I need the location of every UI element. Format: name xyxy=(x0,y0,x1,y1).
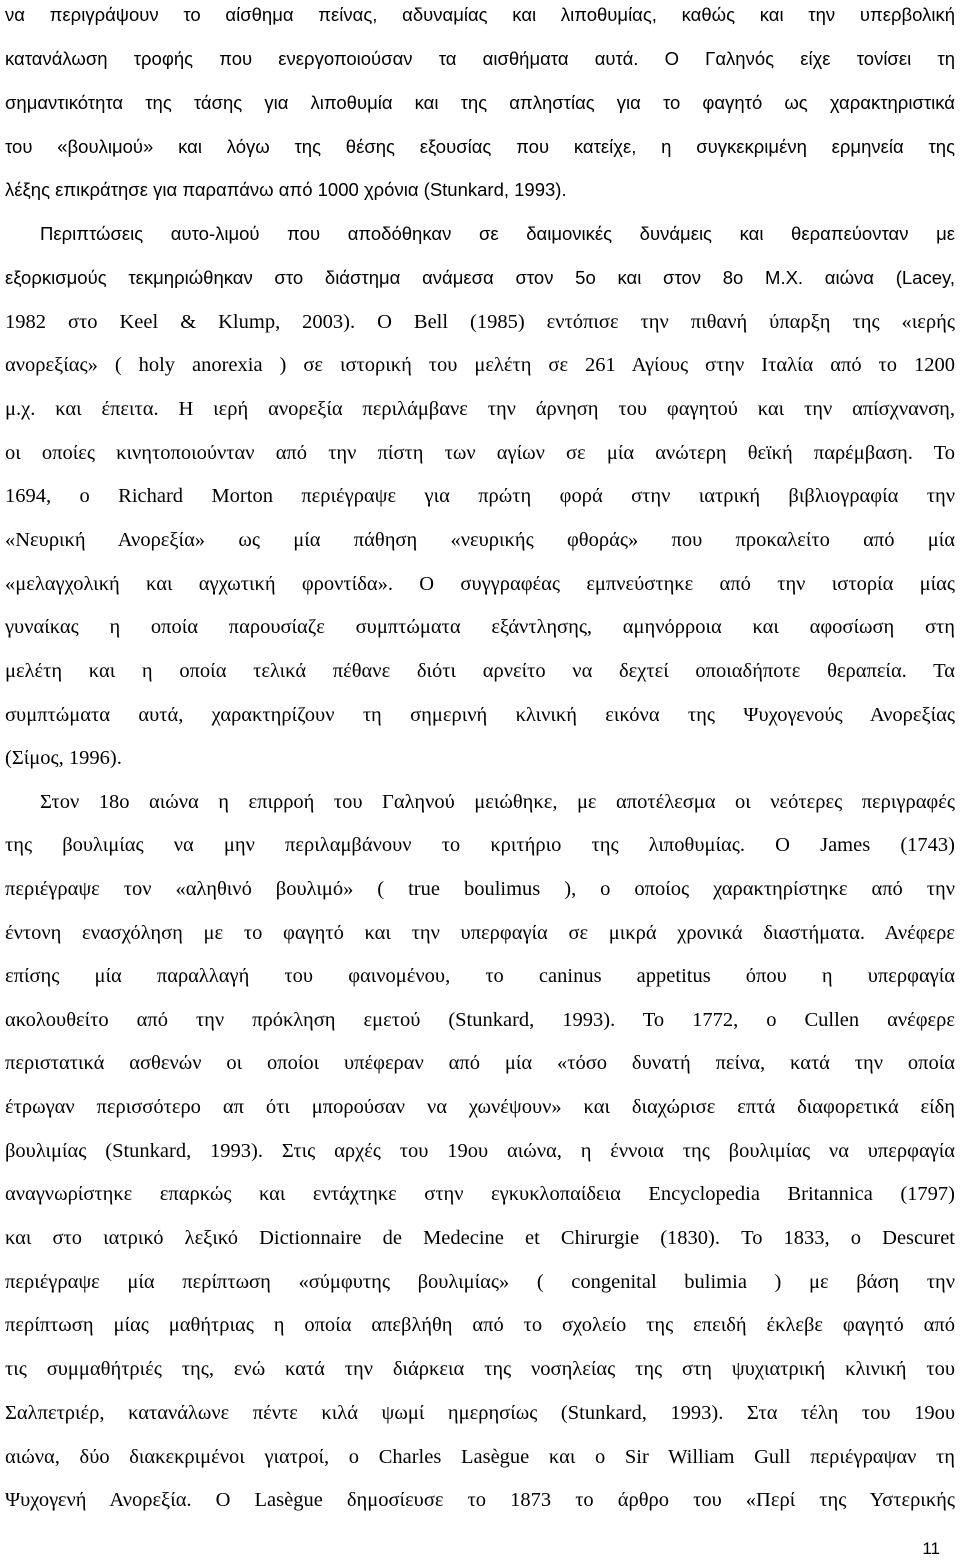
text-line: επίσης μία παραλλαγή του φαινομένου, το caninus appetitus όπου η υπερφαγία xyxy=(5,965,955,987)
text-line: αιώνα, δύο διακεκριμένοι γιατροί, ο Charles Lasègue και ο Sir William Gull περιέγραψαν τη xyxy=(5,1446,955,1468)
text-line: αναγνωρίστηκε επαρκώς και εντάχτηκε στην εγκυκλοπαίδεια Encyclopedia Britannica (1797) xyxy=(5,1183,955,1205)
text-line: Στον 18ο αιώνα η επιρροή του Γαληνού μειώθηκε, με αποτέλεσμα οι νεότερες περιγραφές xyxy=(40,791,955,813)
text-line: οι οποίες κινητοποιούνταν από την πίστη των αγίων σε μία ανώτερη θεϊκή παρέμβαση. Το xyxy=(5,442,955,464)
text-line: σημαντικότητα της τάσης για λιποθυμία και της απληστίας για το φαγητό ως χαρακτηριστικά xyxy=(5,92,955,113)
text-line: Περιπτώσεις αυτο-λιμού που αποδόθηκαν σε δαιμονικές δυνάμεις και θεραπεύονταν με xyxy=(40,223,955,244)
text-line: μ.χ. και έπειτα. Η ιερή ανορεξία περιλάμβανε την άρνηση του φαγητού και την απίσχνανση, xyxy=(5,398,955,420)
text-line: Ψυχογενή Ανορεξία. Ο Lasègue δημοσίευσε το 1873 το άρθρο του «Περί της Υστερικής xyxy=(5,1489,955,1511)
text-line: του «βουλιμού» και λόγω της θέσης εξουσίας που κατείχε, η συγκεκριμένη ερμηνεία της xyxy=(5,136,955,157)
text-line: βουλιμίας (Stunkard, 1993). Στις αρχές του 19ου αιώνα, η έννοια της βουλιμίας να υπερφαγία xyxy=(5,1140,955,1162)
text-line: έτρωγαν περισσότερο απ ότι μπορούσαν να χωνέψουν» και διαχώρισε επτά διαφορετικά είδη xyxy=(5,1096,955,1118)
text-line: ακολουθείτο από την πρόκληση εμετού (Stunkard, 1993). Το 1772, ο Cullen ανέφερε xyxy=(5,1009,955,1031)
text-line: περιέγραψε τον «αληθινό βουλιμό» ( true boulimus ), ο οποίος χαρακτηρίστηκε από την xyxy=(5,878,955,900)
text-line: «μελαγχολική και αγχωτική φροντίδα». Ο συγγραφέας εμπνεύστηκε από την ιστορία μίας xyxy=(5,573,955,595)
text-line: γυναίκας η οποία παρουσίαζε συμπτώματα εξάντλησης, αμηνόρροια και αφοσίωση στη xyxy=(5,616,955,638)
text-line: περίπτωση μίας μαθήτριας η οποία απεβλήθη από το σχολείο της επειδή έκλεβε φαγητό από xyxy=(5,1314,955,1336)
text-line: ανορεξίας» ( holy anorexia ) σε ιστορική του μελέτη σε 261 Αγίους στην Ιταλία από το 1200 xyxy=(5,354,955,376)
text-line: μελέτη και η οποία τελικά πέθανε διότι αρνείτο να δεχτεί οποιαδήποτε θεραπεία. Τα xyxy=(5,660,955,682)
text-line: 1694, ο Richard Morton περιέγραψε για πρώτη φορά στην ιατρική βιβλιογραφία την xyxy=(5,485,955,507)
text-line: και στο ιατρικό λεξικό Dictionnaire de Medecine et Chirurgie (1830). Το 1833, ο Descuret xyxy=(5,1227,955,1249)
text-line: έντονη ενασχόληση με το φαγητό και την υπερφαγία σε μικρά χρονικά διαστήματα. Ανέφερε xyxy=(5,922,955,944)
text-line: να περιγράψουν το αίσθημα πείνας, αδυναμίας και λιποθυμίας, καθώς και την υπερβολική xyxy=(5,4,955,25)
text-line: (Σίμος, 1996). xyxy=(5,747,122,769)
text-line: λέξης επικράτησε για παραπάνω από 1000 χρόνια (Stunkard, 1993). xyxy=(5,179,567,200)
text-line: τις συμμαθήτριές της, ενώ κατά την διάρκεια της νοσηλείας της στη ψυχιατρική κλινική του xyxy=(5,1358,955,1380)
text-line: «Νευρική Ανορεξία» ως μία πάθηση «νευρικής φθοράς» που προκαλείτο από μία xyxy=(5,529,955,551)
text-line: κατανάλωση τροφής που ενεργοποιούσαν τα αισθήματα αυτά. Ο Γαληνός είχε τονίσει τη xyxy=(5,48,955,69)
text-line: περιστατικά ασθενών οι οποίοι υπέφεραν από μία «τόσο δυνατή πείνα, κατά την οποία xyxy=(5,1052,955,1074)
text-line: 1982 στο Keel & Klump, 2003). Ο Bell (1985) εντόπισε την πιθανή ύπαρξη της «ιερής xyxy=(5,311,955,333)
text-line: της βουλιμίας να μην περιλαμβάνουν το κριτήριο της λιποθυμίας. Ο James (1743) xyxy=(5,834,955,856)
text-line: Σαλπετριέρ, κατανάλωνε πέντε κιλά ψωμί ημερησίως (Stunkard, 1993). Στα τέλη του 19ου xyxy=(5,1402,955,1424)
text-line: περιέγραψε μία περίπτωση «σύμφυτης βουλιμίας» ( congenital bulimia ) με βάση την xyxy=(5,1271,955,1293)
page-number: 11 xyxy=(922,1539,940,1558)
text-line: εξορκισμούς τεκμηριώθηκαν στο διάστημα ανάμεσα στον 5ο και στον 8ο Μ.Χ. αιώνα (Lacey, xyxy=(5,267,955,288)
text-line: συμπτώματα αυτά, χαρακτηρίζουν τη σημερινή κλινική εικόνα της Ψυχογενούς Ανορεξίας xyxy=(5,704,955,726)
